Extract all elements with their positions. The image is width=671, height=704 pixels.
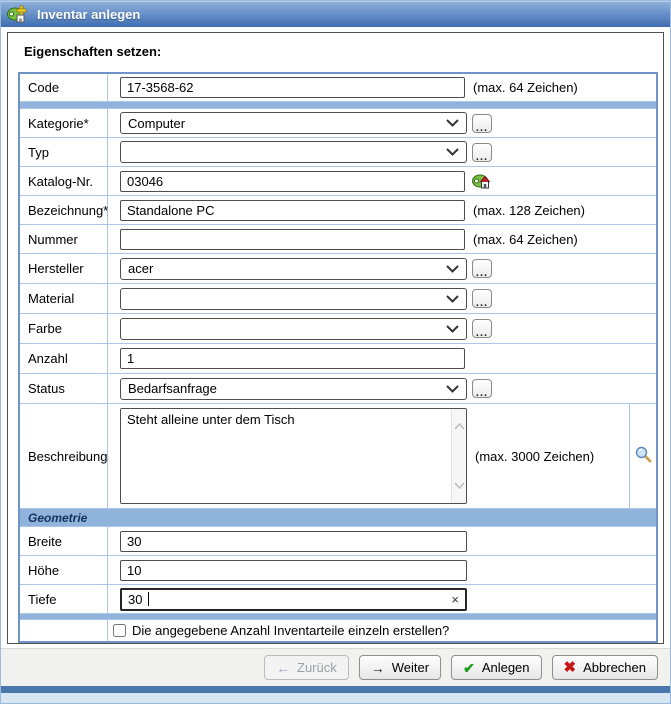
row-einzeln-checkbox	[20, 620, 656, 641]
bezeichnung-label: Bezeichnung*	[20, 196, 108, 224]
hersteller-label: Hersteller	[20, 254, 108, 283]
footer-accent-strip	[1, 686, 670, 693]
arrow-right-icon: →	[370, 659, 385, 676]
geometrie-title: Geometrie	[28, 510, 88, 525]
typ-label: Typ	[20, 138, 108, 166]
abbrechen-label: Abbrechen	[583, 660, 646, 675]
textarea-scrollbar[interactable]	[451, 409, 466, 503]
anlegen-button[interactable]	[451, 655, 541, 680]
section-heading: Eigenschaften setzen:	[24, 44, 162, 59]
bezeichnung-input[interactable]	[120, 200, 465, 221]
check-icon: ✔	[463, 659, 475, 676]
farbe-browse-button[interactable]: ...	[472, 319, 492, 338]
farbe-label: Farbe	[20, 314, 108, 343]
breite-input[interactable]	[120, 531, 467, 552]
nummer-label: Nummer	[20, 225, 108, 253]
anzahl-input[interactable]	[120, 348, 465, 369]
arrow-left-icon: ←	[276, 659, 291, 676]
beschreibung-textarea[interactable]	[121, 409, 451, 503]
chevron-down-icon	[446, 385, 459, 393]
scroll-down-icon	[454, 482, 465, 489]
magnifier-icon[interactable]	[635, 446, 652, 466]
farbe-select[interactable]	[120, 318, 467, 340]
nummer-hint: (max. 64 Zeichen)	[473, 231, 578, 247]
zurueck-button	[264, 655, 349, 680]
catalog-home-icon[interactable]	[472, 173, 491, 189]
window-bottom-margin	[1, 693, 670, 703]
button-bar	[1, 648, 670, 686]
form-table	[18, 72, 658, 643]
status-browse-button[interactable]: ...	[472, 379, 492, 398]
material-select[interactable]	[120, 288, 467, 310]
typ-select[interactable]	[120, 141, 467, 163]
row-beschreibung	[20, 404, 656, 509]
code-label: Code	[20, 74, 108, 101]
x-icon: ✖	[563, 659, 577, 676]
material-browse-button[interactable]: ...	[472, 289, 492, 308]
title-bar[interactable]	[1, 1, 670, 27]
beschreibung-hint: (max. 3000 Zeichen)	[475, 448, 595, 464]
text-caret	[148, 592, 149, 606]
anlegen-label: Anlegen	[481, 660, 530, 675]
status-value: Bedarfsanfrage	[128, 381, 217, 396]
geometrie-section-header	[20, 509, 656, 527]
bezeichnung-hint: (max. 128 Zeichen)	[473, 202, 585, 218]
kategorie-select[interactable]	[120, 112, 467, 134]
inventory-add-icon	[6, 4, 28, 24]
row-typ	[20, 138, 656, 167]
abbrechen-button[interactable]	[552, 655, 658, 680]
hersteller-value: acer	[128, 261, 154, 276]
einzeln-checkbox-label: Die angegebene Anzahl Inventarteile einzeln erstellen?	[132, 623, 450, 638]
code-hint: (max. 64 Zeichen)	[473, 80, 578, 95]
kategorie-value: Computer	[128, 115, 186, 131]
tiefe-input[interactable]	[128, 592, 148, 607]
hoehe-label: Höhe	[20, 556, 108, 584]
beschreibung-label: Beschreibung	[20, 404, 108, 508]
typ-browse-button[interactable]: ...	[472, 143, 492, 162]
row-katalog	[20, 167, 656, 196]
chevron-down-icon	[446, 148, 459, 156]
row-material	[20, 284, 656, 314]
row-hersteller	[20, 254, 656, 284]
material-label: Material	[20, 284, 108, 313]
tiefe-input-box	[120, 588, 467, 611]
row-farbe	[20, 314, 656, 344]
row-nummer	[20, 225, 656, 254]
separator-band	[20, 102, 656, 109]
weiter-button[interactable]	[359, 655, 441, 680]
empty-label-cell	[20, 620, 108, 641]
katalog-label: Katalog-Nr.	[20, 167, 108, 195]
code-input[interactable]	[120, 77, 465, 98]
nummer-input[interactable]	[120, 229, 465, 250]
status-select[interactable]	[120, 378, 467, 400]
beschreibung-zoom-cell	[629, 404, 656, 508]
zurueck-label: Zurück	[297, 660, 337, 675]
katalog-input[interactable]	[120, 171, 465, 192]
einzeln-checkbox[interactable]	[113, 624, 126, 637]
hoehe-input[interactable]	[120, 560, 467, 581]
chevron-down-icon	[446, 295, 459, 303]
anzahl-label: Anzahl	[20, 344, 108, 373]
scroll-up-icon	[454, 423, 465, 430]
clear-input-icon[interactable]: ×	[451, 591, 459, 607]
content-panel	[7, 32, 664, 644]
row-tiefe	[20, 585, 656, 614]
row-anzahl	[20, 344, 656, 374]
row-breite	[20, 527, 656, 556]
status-label: Status	[20, 374, 108, 403]
row-bezeichnung	[20, 196, 656, 225]
weiter-label: Weiter	[391, 660, 430, 675]
row-kategorie	[20, 109, 656, 138]
tiefe-label: Tiefe	[20, 585, 108, 613]
kategorie-label: Kategorie*	[20, 109, 108, 137]
row-code	[20, 74, 656, 102]
row-hoehe	[20, 556, 656, 585]
chevron-down-icon	[446, 325, 459, 333]
chevron-down-icon	[446, 119, 459, 127]
breite-label: Breite	[20, 527, 108, 555]
kategorie-browse-button[interactable]: ...	[472, 114, 492, 133]
chevron-down-icon	[446, 265, 459, 273]
hersteller-browse-button[interactable]: ...	[472, 259, 492, 278]
window-title: Inventar anlegen	[37, 6, 141, 22]
hersteller-select[interactable]	[120, 258, 467, 280]
row-status	[20, 374, 656, 404]
